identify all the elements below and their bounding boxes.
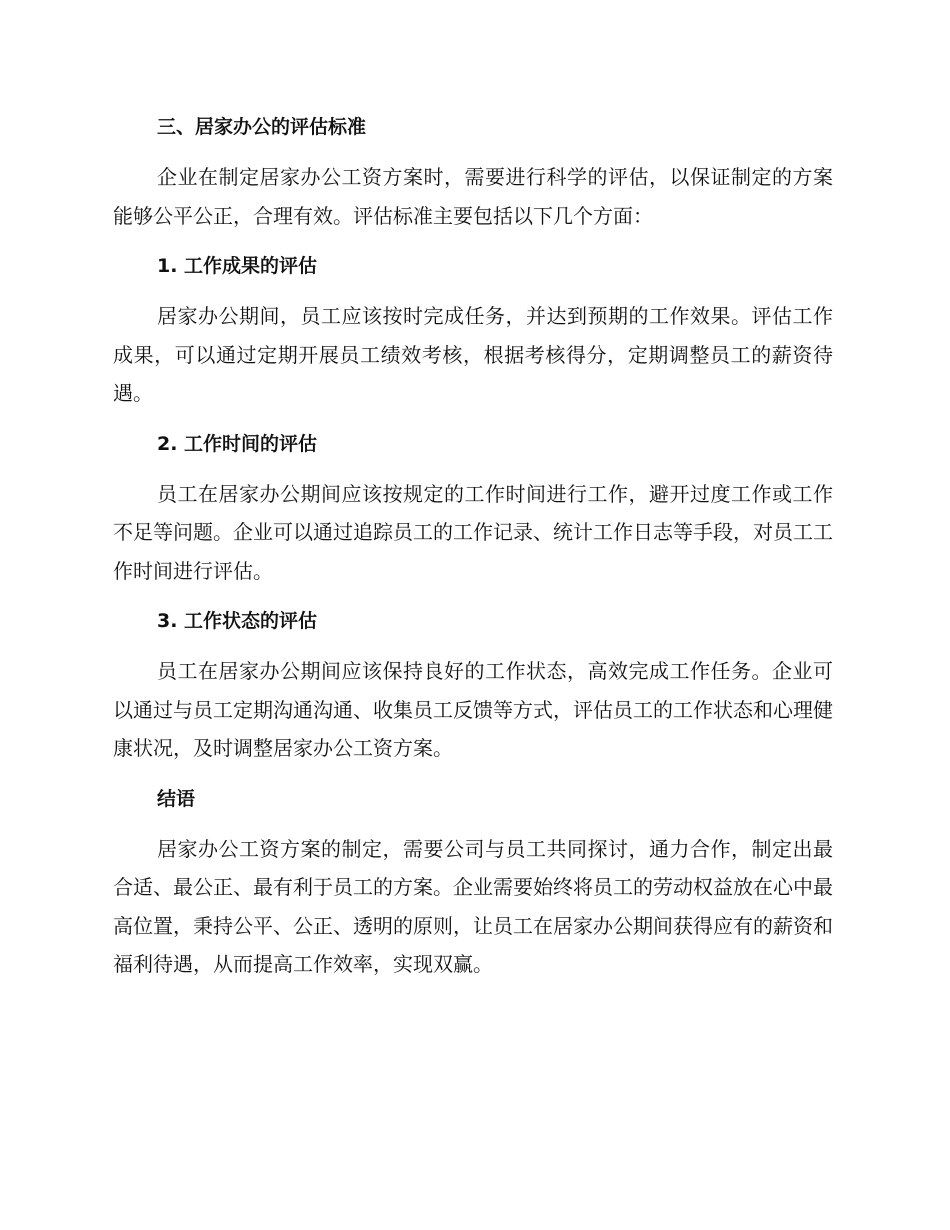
document-body (113, 110, 833, 998)
item-body-work-time: 员工在居家办公期间应该按规定的工作时间进行工作，避开过度工作或工作不足等问题。企业可以通过追踪员工的工作记录、统计工作日志等手段，对员工工作时间进行评估。 (113, 481, 833, 583)
item-body-work-state: 员工在居家办公期间应该保持良好的工作状态，高效完成工作任务。企业可以通过与员工定期沟通沟通、收集员工反馈等方式，评估员工的工作状态和心理健康状况，及时调整居家办公工资方案。 (113, 659, 833, 760)
item-heading-work-state: 3. 工作状态的评估 (157, 610, 318, 632)
item-heading-work-results: 1. 工作成果的评估 (157, 255, 318, 277)
conclusion-body: 居家办公工资方案的制定，需要公司与员工共同探讨，通力合作，制定出最合适、最公正、最有利于员工的方案。企业需要始终将员工的劳动权益放在心中最高位置，秉持公平、公正、透明的原则，让员工在居家办公期间获得应有的薪资和福利待遇，从而提高工作效率，实现双赢。 (113, 836, 833, 976)
conclusion-heading: 结语 (157, 787, 196, 810)
section-intro: 企业在制定居家办公工资方案时，需要进行科学的评估，以保证制定的方案能够公平公正，合理有效。评估标准主要包括以下几个方面： (113, 165, 833, 228)
section-title: 三、居家办公的评估标准 (157, 116, 367, 138)
item-body-work-results: 居家办公期间，员工应该按时完成任务，并达到预期的工作效果。评估工作成果，可以通过定期开展员工绩效考核，根据考核得分，定期调整员工的薪资待遇。 (113, 304, 833, 405)
item-heading-work-time: 2. 工作时间的评估 (157, 432, 318, 455)
